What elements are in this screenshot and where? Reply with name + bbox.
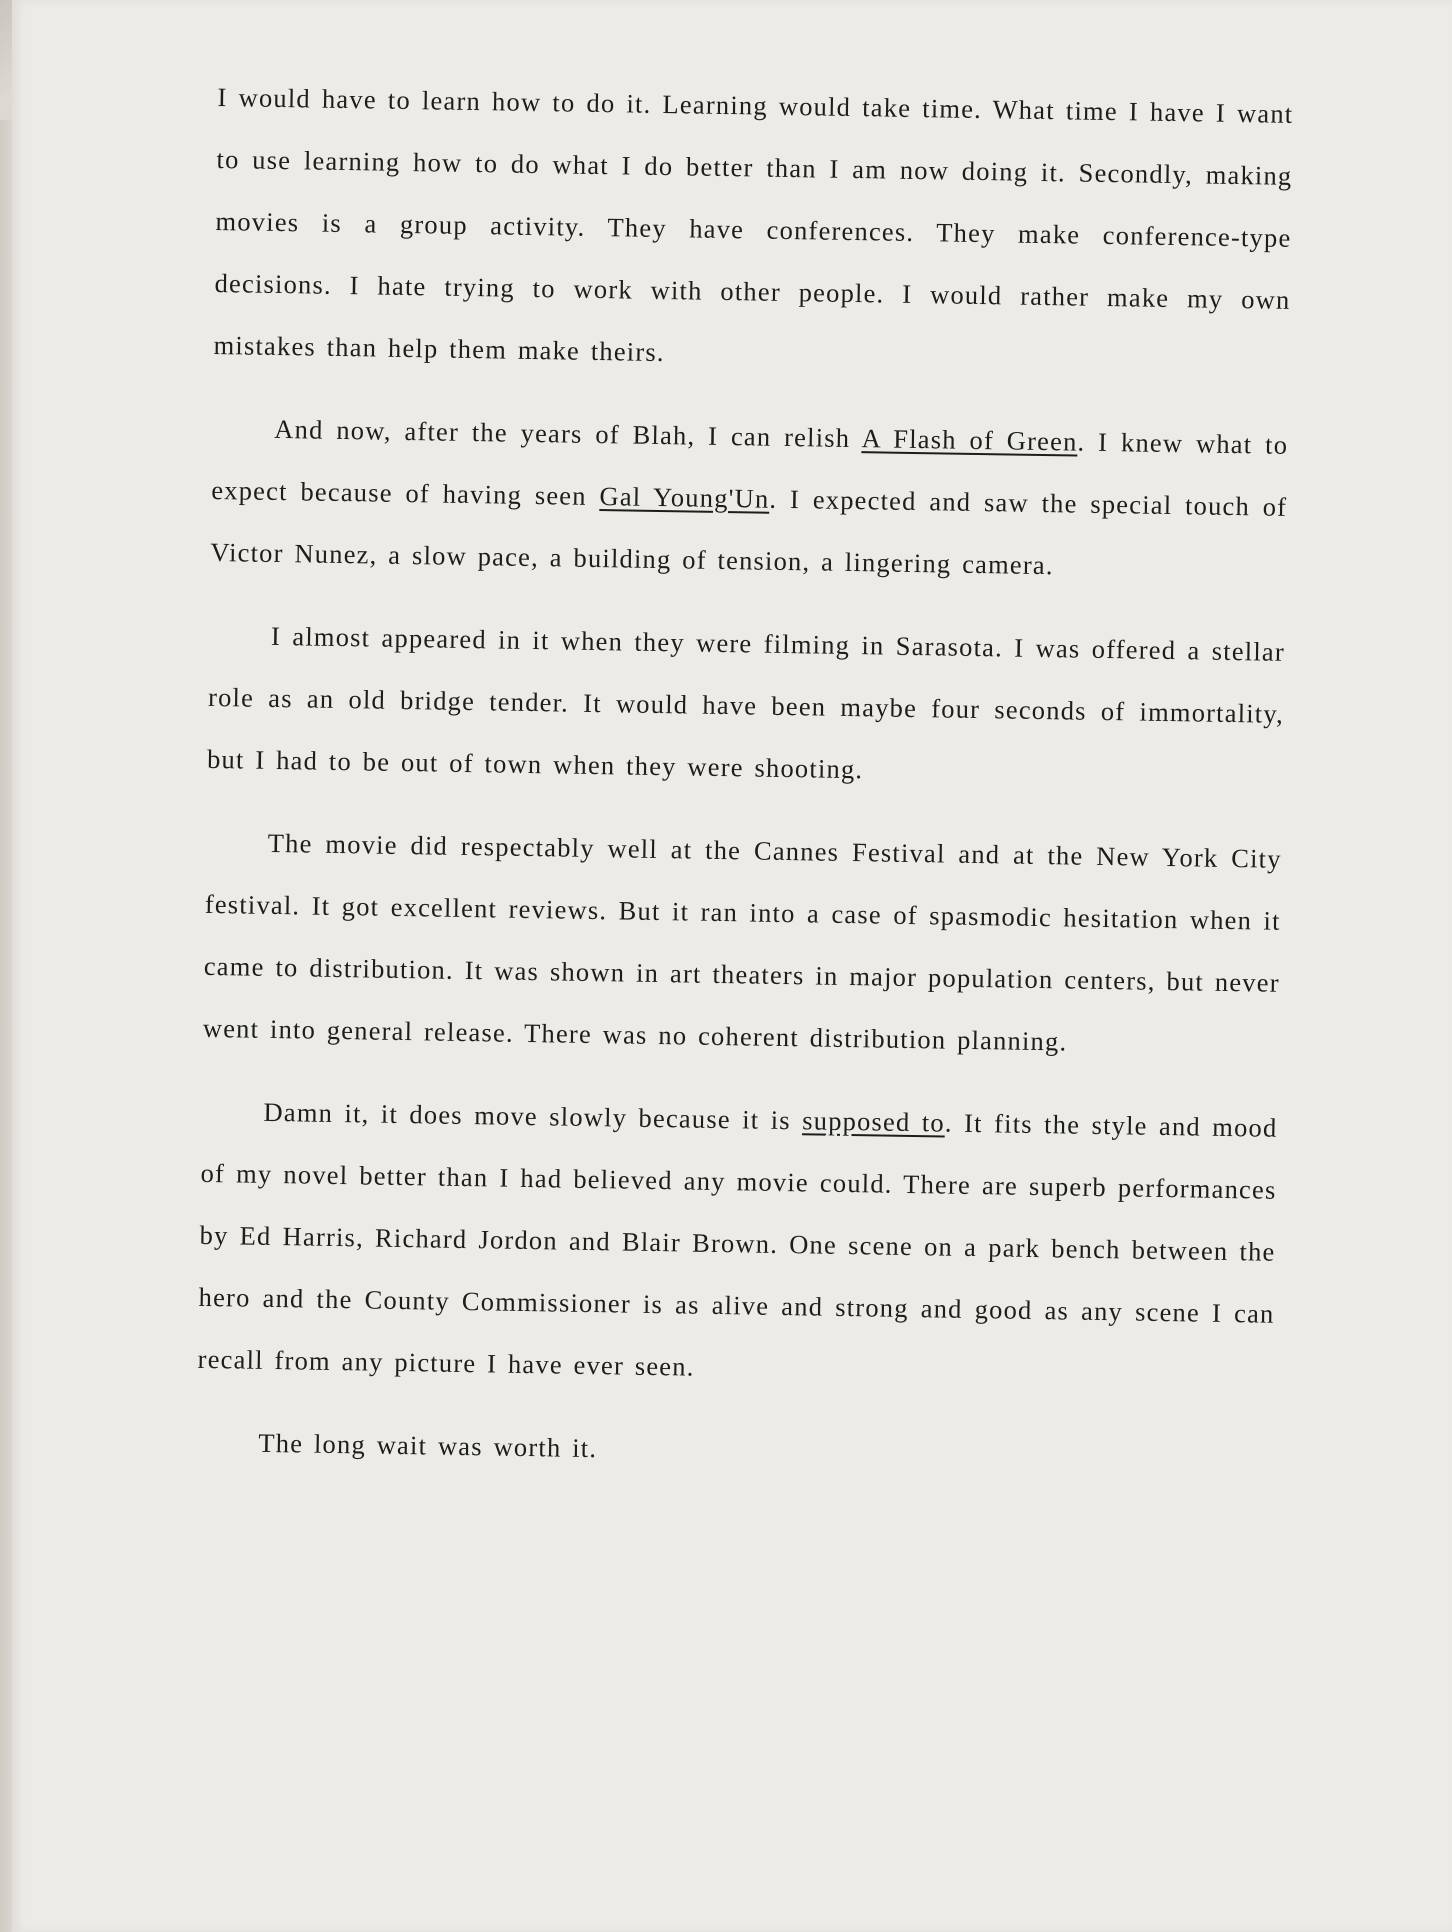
- film-title-gal-youngun: Gal Young'Un: [599, 481, 770, 514]
- paragraph-3: [207, 604, 1286, 807]
- paragraph-text: The long wait was worth it.: [258, 1427, 598, 1464]
- document-body: [196, 66, 1294, 1511]
- paragraph-text: . I knew what to expect because of having seen: [211, 426, 1289, 512]
- paragraph-1: [213, 66, 1294, 393]
- paragraph-text: I almost appeared in it when they were filming in Sarasota. I was offered a stellar role as an old bridge tender. It would have been maybe four seconds of immortality, but I had to be out of town when they were shooting.: [206, 620, 1286, 785]
- paragraph-text: The movie did respectably well at the Cannes Festival and at the New York City festival. It got excellent reviews. But it ran into a case of spasmodic hesitation when it came to distribution. It was shown in art theaters in major population centers, but never went into general release. There was no coherent distribution planning.: [202, 827, 1282, 1057]
- paragraph-6: [196, 1411, 1273, 1490]
- paragraph-text: And now, after the years of Blah, I can relish: [274, 413, 862, 454]
- paragraph-text: Damn it, it does move slowly because it is: [263, 1096, 803, 1136]
- paragraph-2: [210, 397, 1289, 600]
- paragraph-text: . It fits the style and mood of my novel better than I had believed any movie could. There are superb performances by Ed Harris, Richard Jordon and Blair Brown. One scene on a park bench between the hero and the County Commissioner is as alive and strong and good as any scene I can recall from any picture I have ever seen.: [197, 1107, 1278, 1382]
- paragraph-text: I would have to learn how to do it. Learning would take time. What time I have I want to use learning how to do what I do better than I am now doing it. Secondly, making movies is a group activity. They have conferences. They make conference-type decisions. I hate trying to work with other people. I would rather make my own mistakes than help them make theirs.: [213, 81, 1294, 368]
- paragraph-4: [202, 811, 1282, 1076]
- film-title-a-flash-of-green: A Flash of Green: [861, 423, 1078, 457]
- paragraph-5: [197, 1080, 1278, 1407]
- emphasis-supposed-to: supposed to: [802, 1105, 946, 1138]
- paragraph-text: . I expected and saw the special touch of Victor Nunez, a slow pace, a building of tension, a lingering camera.: [210, 483, 1288, 581]
- document-page: [12, 0, 1452, 1932]
